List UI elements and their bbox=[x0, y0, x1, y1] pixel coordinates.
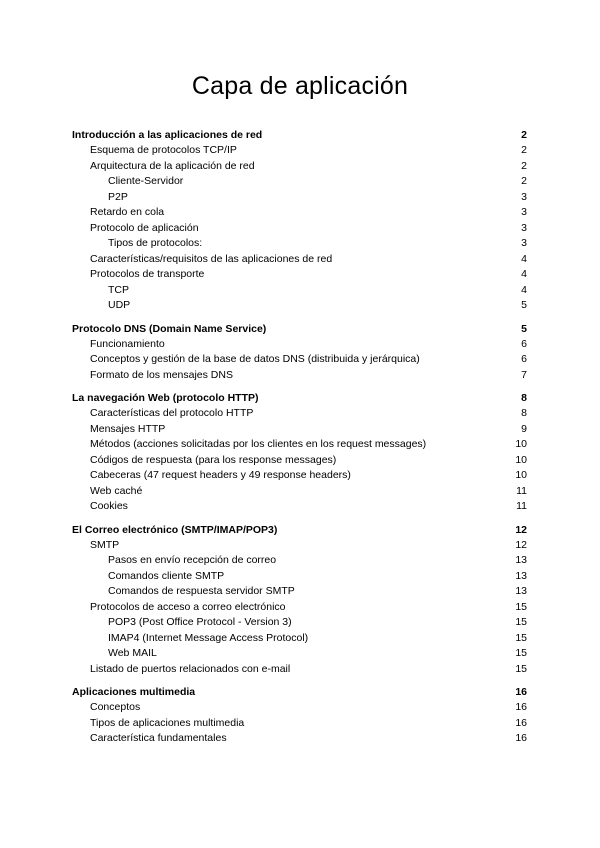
toc-entry-title: Comandos de respuesta servidor SMTP bbox=[108, 585, 295, 597]
toc-page-number: 5 bbox=[521, 322, 527, 335]
toc-page-number: 5 bbox=[521, 299, 527, 311]
toc-page-number: 2 bbox=[521, 159, 527, 172]
toc-page-number: 11 bbox=[516, 484, 527, 497]
toc-entry-title: Protocolo DNS (Domain Name Service) bbox=[72, 322, 267, 335]
toc-entry[interactable] bbox=[72, 615, 527, 631]
toc-entry-title: Listado de puertos relacionados con e-mail bbox=[90, 662, 291, 675]
toc-entry-title: Comandos cliente SMTP bbox=[108, 569, 225, 582]
toc-entry[interactable] bbox=[72, 236, 527, 252]
toc-entry-title: Formato de los mensajes DNS bbox=[90, 368, 233, 381]
toc-page-number: 16 bbox=[515, 701, 527, 713]
toc-entry-title: Web caché bbox=[90, 484, 143, 497]
toc-entry[interactable] bbox=[72, 538, 527, 554]
toc-page-number: 15 bbox=[515, 631, 527, 644]
toc-entry[interactable] bbox=[72, 221, 527, 237]
toc-entry-title: Características del protocolo HTTP bbox=[90, 407, 254, 419]
toc-page-number: 6 bbox=[521, 337, 527, 350]
section-spacer bbox=[72, 677, 527, 684]
toc-entry-title: TCP bbox=[108, 283, 129, 296]
toc-entry[interactable] bbox=[72, 252, 527, 268]
toc-page-number: 16 bbox=[515, 732, 527, 744]
toc-page-number: 13 bbox=[515, 585, 527, 597]
toc-entry-title: El Correo electrónico (SMTP/IMAP/POP3) bbox=[72, 523, 278, 536]
toc-entry[interactable] bbox=[72, 569, 527, 585]
toc-section-entry[interactable] bbox=[72, 522, 527, 538]
toc-page-number: 8 bbox=[521, 392, 527, 404]
toc-entry-title: La navegación Web (protocolo HTTP) bbox=[72, 392, 259, 404]
toc-page-number: 8 bbox=[521, 407, 527, 419]
toc-page-number: 10 bbox=[515, 469, 527, 481]
toc-page-number: 15 bbox=[515, 616, 527, 628]
toc-entry-title: Conceptos y gestión de la base de datos DNS (distribuida y jerárquica) bbox=[90, 353, 420, 365]
toc-entry-title: Pasos en envío recepción de correo bbox=[108, 554, 277, 566]
toc-entry-title: IMAP4 (Internet Message Access Protocol) bbox=[108, 631, 309, 644]
toc-entry-title: Retardo en cola bbox=[90, 206, 165, 218]
toc-entry-title: Mensajes HTTP bbox=[90, 422, 166, 435]
toc-page-number: 6 bbox=[521, 353, 527, 365]
toc-entry[interactable] bbox=[72, 352, 527, 368]
toc-entry-title: Esquema de protocolos TCP/IP bbox=[90, 144, 237, 156]
toc-page-number: 7 bbox=[521, 368, 527, 381]
toc-page-number: 15 bbox=[515, 600, 527, 613]
toc-entry[interactable] bbox=[72, 700, 527, 716]
toc-page-number: 15 bbox=[515, 662, 527, 675]
toc-entry[interactable] bbox=[72, 468, 527, 484]
toc-page-number: 3 bbox=[521, 237, 527, 249]
toc-entry[interactable] bbox=[72, 499, 527, 515]
toc-entry[interactable] bbox=[72, 631, 527, 647]
toc-entry[interactable] bbox=[72, 267, 527, 283]
toc-entry-title: Funcionamiento bbox=[90, 337, 165, 350]
toc-entry-title: POP3 (Post Office Protocol - Version 3) bbox=[108, 616, 292, 628]
toc-page-number: 4 bbox=[521, 268, 527, 280]
toc-entry-title: Cabeceras (47 request headers y 49 response headers) bbox=[90, 469, 351, 481]
toc-entry[interactable] bbox=[72, 716, 527, 732]
toc-entry-title: Protocolos de transporte bbox=[90, 268, 205, 280]
toc-entry-title: Aplicaciones multimedia bbox=[72, 686, 196, 698]
toc-page-number: 13 bbox=[515, 554, 527, 566]
toc-entry-title: Protocolos de acceso a correo electrónico bbox=[90, 600, 286, 613]
toc-page-number: 4 bbox=[521, 252, 527, 265]
toc-entry-title: Protocolo de aplicación bbox=[90, 221, 199, 234]
toc-entry-title: Introducción a las aplicaciones de red bbox=[72, 129, 263, 141]
toc-entry[interactable] bbox=[72, 283, 527, 299]
section-spacer bbox=[72, 314, 527, 321]
toc-entry-title: SMTP bbox=[90, 538, 120, 551]
toc-entry-title: Métodos (acciones solicitadas por los clientes en los request messages) bbox=[90, 438, 427, 450]
toc-entry-title: Web MAIL bbox=[108, 647, 157, 659]
toc-entry[interactable] bbox=[72, 662, 527, 678]
toc-page-number: 13 bbox=[515, 569, 527, 582]
toc-page-number: 10 bbox=[515, 453, 527, 466]
toc-page-number: 2 bbox=[521, 175, 527, 187]
toc-page-number: 10 bbox=[515, 438, 527, 450]
toc-page-number: 15 bbox=[515, 647, 527, 659]
toc-page-number: 12 bbox=[515, 538, 527, 551]
toc-page-number: 9 bbox=[521, 422, 527, 435]
toc-entry[interactable] bbox=[72, 731, 527, 747]
toc-page-number: 16 bbox=[515, 716, 527, 729]
toc-entry-title: Cliente-Servidor bbox=[108, 175, 184, 187]
toc-entry-title: Tipos de protocolos: bbox=[108, 237, 203, 249]
toc-entry-title: Arquitectura de la aplicación de red bbox=[90, 159, 255, 172]
toc-page-number: 11 bbox=[516, 500, 527, 512]
toc-entry[interactable] bbox=[72, 646, 527, 662]
toc-entry[interactable] bbox=[72, 368, 527, 384]
page-title: Capa de aplicación bbox=[191, 72, 409, 100]
table-of-contents bbox=[72, 127, 527, 747]
toc-page-number: 3 bbox=[521, 221, 527, 234]
toc-entry[interactable] bbox=[72, 422, 527, 438]
toc-entry[interactable] bbox=[72, 553, 527, 569]
toc-page-number: 2 bbox=[521, 129, 527, 141]
toc-section-entry[interactable] bbox=[72, 684, 527, 700]
toc-entry[interactable] bbox=[72, 484, 527, 500]
toc-entry-title: Códigos de respuesta (para los response messages) bbox=[90, 453, 337, 466]
toc-page-number: 3 bbox=[521, 190, 527, 203]
toc-entry[interactable] bbox=[72, 337, 527, 353]
toc-entry[interactable] bbox=[72, 298, 527, 314]
toc-entry[interactable] bbox=[72, 174, 527, 190]
toc-entry-title: P2P bbox=[108, 190, 128, 203]
toc-entry[interactable] bbox=[72, 437, 527, 453]
toc-page-number: 3 bbox=[521, 206, 527, 218]
toc-page-number: 4 bbox=[521, 283, 527, 296]
section-spacer bbox=[72, 515, 527, 522]
toc-entry[interactable] bbox=[72, 190, 527, 206]
toc-page-number: 16 bbox=[515, 686, 527, 698]
toc-section-entry[interactable] bbox=[72, 390, 527, 406]
section-spacer bbox=[72, 383, 527, 390]
toc-entry[interactable] bbox=[72, 143, 527, 159]
toc-entry[interactable] bbox=[72, 205, 527, 221]
toc-entry[interactable] bbox=[72, 453, 527, 469]
toc-entry-title: Cookies bbox=[90, 500, 128, 512]
toc-entry[interactable] bbox=[72, 159, 527, 175]
toc-entry-title: UDP bbox=[108, 299, 131, 311]
toc-section-entry[interactable] bbox=[72, 127, 527, 143]
toc-page-number: 12 bbox=[515, 523, 527, 536]
toc-entry[interactable] bbox=[72, 600, 527, 616]
toc-entry[interactable] bbox=[72, 584, 527, 600]
toc-entry[interactable] bbox=[72, 406, 527, 422]
toc-section-entry[interactable] bbox=[72, 321, 527, 337]
toc-page-number: 2 bbox=[521, 144, 527, 156]
toc-entry-title: Tipos de aplicaciones multimedia bbox=[90, 716, 245, 729]
toc-entry-title: Característica fundamentales bbox=[90, 732, 227, 744]
toc-entry-title: Características/requisitos de las aplicaciones de red bbox=[90, 252, 333, 265]
toc-entry-title: Conceptos bbox=[90, 701, 141, 713]
